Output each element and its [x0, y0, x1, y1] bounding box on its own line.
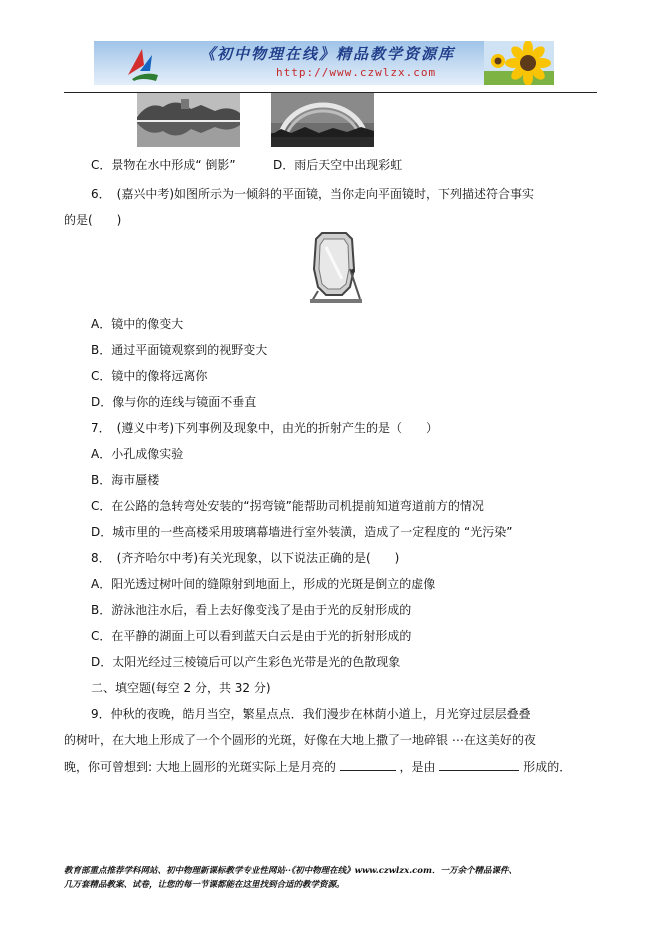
q9-answer-blank-1[interactable] [340, 758, 396, 771]
banner-url[interactable]: http://www.czwlzx.com [276, 66, 437, 79]
q5-option-c: C．景物在水中形成“ 倒影” [91, 158, 236, 172]
q8-stem: 8． (齐齐哈尔中考)有关光现象，以下说法正确的是( ) [91, 551, 400, 565]
sunflower-icon [484, 41, 554, 85]
footer-line1: 教育部重点推荐学科网站、初中物理新课标教学专业性网站··《初中物理在线》www.czwlzx.com．一万余个精品课件、 [64, 866, 517, 876]
q8-option-b: B．游泳池注水后，看上去好像变浅了是由于光的反射形成的 [91, 603, 412, 617]
q9-line1: 9．仲秋的夜晚，皓月当空，繁星点点．我们漫步在林荫小道上，月光穿过层层叠叠 [91, 707, 531, 721]
q9-line3 [64, 758, 571, 775]
site-logo-icon [122, 45, 162, 83]
q9-line3-text-b: ，是由 [399, 760, 436, 774]
q8-option-c: C．在平静的湖面上可以看到蓝天白云是由于光的折射形成的 [91, 629, 412, 643]
q9-line2: 的树叶，在大地上形成了一个个圆形的光斑，好像在大地上撒了一地碎银 ⋯在这美好的夜 [64, 733, 536, 747]
header-banner [94, 41, 554, 85]
rainbow-photo [271, 93, 374, 147]
tilted-mirror-illustration [306, 229, 364, 305]
q6-option-b: B．通过平面镜观察到的视野变大 [91, 343, 268, 357]
q6-stem-line1: 6． (嘉兴中考)如图所示为一倾斜的平面镜，当你走向平面镜时，下列描述符合事实 [91, 187, 535, 201]
q7-option-d: D．城市里的一些高楼采用玻璃幕墙进行室外装潢，造成了一定程度的 “光污染” [91, 525, 513, 539]
q7-option-b: B．海市蜃楼 [91, 473, 160, 487]
footer-line2: 几万套精品教案、试卷，让您的每一节课都能在这里找到合适的教学资源。 [64, 880, 345, 890]
q9-line3-text-a: 晚，你可曾想到: 大地上圆形的光斑实际上是月亮的 [64, 760, 336, 774]
reflection-photo [137, 93, 240, 147]
q9-answer-blank-2[interactable] [439, 758, 519, 771]
q8-option-a: A．阳光透过树叶间的缝隙射到地面上，形成的光斑是倒立的虚像 [91, 577, 436, 591]
q7-option-a: A．小孔成像实验 [91, 447, 184, 461]
q7-option-c: C．在公路的急转弯处安装的“拐弯镜”能帮助司机提前知道弯道前方的情况 [91, 499, 484, 513]
section-title-fill-in: 二、填空题(每空 2 分，共 32 分) [91, 681, 271, 695]
q7-stem: 7． (遵义中考)下列事例及现象中，由光的折射产生的是（ ） [91, 421, 439, 435]
q8-option-d: D．太阳光经过三棱镜后可以产生彩色光带是光的色散现象 [91, 655, 401, 669]
q5-option-d: D．雨后天空中出现彩虹 [273, 158, 403, 172]
q9-line3-text-c: 形成的． [523, 760, 572, 774]
q6-stem-line2: 的是( ) [64, 213, 122, 227]
banner-title: 《初中物理在线》精品教学资源库 [200, 45, 456, 63]
q6-option-a: A．镜中的像变大 [91, 317, 184, 331]
q6-option-d: D．像与你的连线与镜面不垂直 [91, 395, 257, 409]
q6-option-c: C．镜中的像将远离你 [91, 369, 208, 383]
